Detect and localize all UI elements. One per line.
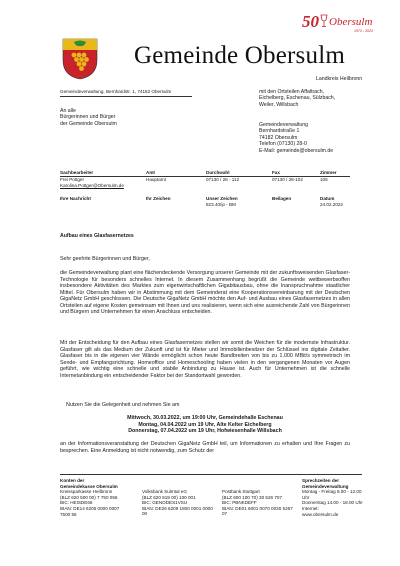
ref-header-date: Datum — [320, 196, 335, 201]
footer-line: (BLZ 600 100 70) 30 526 707 — [222, 494, 283, 500]
office-line: Telefon (07130) 28-0 — [259, 141, 307, 148]
contact-email[interactable]: Karolina.Pottger@Obersulm.de — [60, 183, 124, 188]
footer-bank-2 — [142, 489, 214, 517]
towns-line: Weiler, Willsbach — [259, 101, 299, 108]
contact-room: 105 — [320, 177, 328, 182]
footer-line: BIC: HEISDE66 — [60, 500, 93, 506]
footer-line: IBAN: DE26 6209 1800 0001 0000 00 — [142, 505, 213, 517]
footer-line: Sprechzeiten der — [302, 478, 340, 483]
paragraph-invite: Nutzen Sie die Gelegenheit und nehmen Sie am — [66, 402, 180, 408]
contact-fax: 07130 / 28-102 — [272, 177, 303, 182]
footer-bank-1 — [60, 478, 130, 517]
contact-phone: 07130 / 28 - 112 — [206, 177, 240, 182]
contact-header-clerk: Sachbearbeiter — [60, 170, 94, 175]
footer-line: Postbank Stuttgart — [222, 489, 260, 494]
towns-block — [259, 89, 335, 108]
page-subtitle: Landkreis Heilbronn — [316, 76, 363, 82]
contact-clerk: Frei Pottger — [60, 177, 84, 182]
footer-line: Donnerstag 14.00 - 18.00 Uhr — [302, 500, 363, 506]
footer-line: Internet: — [302, 505, 319, 511]
ref-our-ref: 823.40/ip - BM — [206, 202, 236, 207]
event-item: Mittwoch, 30.03.2022, um 19:00 Uhr, Gemeindehalle Eschenau — [127, 415, 283, 421]
footer-line: (BLZ 620 500 00) 7 750 056 — [60, 494, 118, 500]
footer-line: Konten der — [60, 478, 85, 483]
jubilee-logo — [302, 12, 382, 36]
jubilee-text: Obersulm — [329, 16, 373, 28]
recipient-block — [60, 108, 117, 127]
ref-header-our-ref: Unser Zeichen — [206, 196, 238, 201]
coat-of-arms-icon — [62, 38, 98, 80]
ref-date: 24.02.2022 — [320, 202, 343, 207]
contact-header-phone: Durchwahl — [206, 170, 230, 175]
event-item: Donnerstag, 07.04.2022 um 19 Uhr, Hofwiesenhalle Willsbach — [128, 428, 282, 435]
footer-line: (BLZ 620 919 00) 100 001 — [142, 494, 196, 500]
ref-header-your-message: Ihre Nachricht — [60, 196, 91, 201]
letter-subject: Aufbau eines Glasfasernetzes — [60, 233, 134, 239]
footer-bank-3 — [222, 489, 294, 517]
paragraph-intro: die Gemeindeverwaltung plant eine flächendeckende Versorgung unserer Gemeinde mit der zukunftsweisenden Glasfaser-Technologie für besonders schnelles Internet. In diesem Zusammenhang begrüßt die Gemeinde wettbewerbsoffen insbesondere Aktivitäten des Marktes zum eigenwirtschaftlichen Gigabitausbau, ohne die Inanspruchnahme staatlicher Mittel. Für Obersulm haben wir in Abstimmung mit dem Gemeinderat eine Kooperationsvereinbarung mit der Deutschen GigaNetz GmbH geschlossen. Die Deutsche GigaNetz GmbH möchte den Auf- und Ausbau eines Glasfasernetzes in allen Ortsteilen auf eigene Kosten gemeinsam mit Ihnen und uns realisieren, wenn sich eine ausreichende Zahl von Bürgerinnen und Bürgern und Unternehmen für einen Anschluss entscheiden. — [60, 270, 350, 316]
contact-office: Hauptamt — [146, 177, 166, 182]
footer-line: IBAN: DE01 6001 0070 0030 5267 07 — [222, 505, 293, 517]
footer-line: IBAN: DE14 6205 0000 0007 7500 56 — [60, 505, 120, 517]
office-line: Bernhardstraße 1 — [259, 128, 300, 135]
footer-link[interactable]: www.obersulm.de — [302, 511, 339, 517]
contact-header-room: Zimmer — [320, 170, 337, 175]
recipient-line: Bürgerinnen und Bürger — [60, 114, 116, 121]
footer-line: Gemeindekasse Obersulm — [60, 483, 118, 489]
page-title: Gemeinde Obersulm — [134, 42, 345, 69]
towns-line: Eichelberg, Eschenau, Sülzbach, — [259, 95, 336, 102]
contact-divider — [60, 176, 350, 177]
salutation: Sehr geehrte Bürgerinnen und Bürger, — [60, 256, 150, 262]
office-line: E-Mail: gemeinde@obersulm.de — [259, 147, 334, 154]
footer-line: BIC: GENODES1VSU — [142, 500, 188, 506]
ref-header-enclosures: Beilagen — [272, 196, 292, 201]
office-block — [259, 122, 333, 154]
office-line: Gemeindeverwaltung — [259, 122, 309, 128]
footer-office-hours — [302, 478, 368, 517]
jubilee-number: 50 — [302, 12, 319, 31]
footer-line: Volksbank Sulmtal eG — [142, 489, 187, 494]
footer-line: Montag - Freitag 8.00 - 12.00 Uhr — [302, 489, 362, 500]
wine-glass-icon — [319, 14, 329, 28]
recipient-line: der Gemeinde Obersulm — [60, 120, 117, 127]
closing-text: an der Informationsveranstaltung der Deutschen GigaNetz GmbH teil, um Informationen zu erhalten und Ihre Fragen zu besprechen. Eine Anmeldung ist nicht notwendig, zum Schutz der — [60, 441, 350, 454]
recipient-line: An alle — [60, 108, 76, 114]
contact-header-fax: Fax — [272, 170, 280, 175]
contact-header-office: Amt — [146, 170, 155, 175]
office-line: 74182 Obersulm — [259, 134, 298, 141]
sender-divider — [60, 96, 192, 97]
footer-divider — [60, 474, 362, 475]
footer-line: BIC: PBNKDEFF — [222, 500, 257, 506]
footer-line: Gemeindeverwaltung — [302, 483, 349, 489]
jubilee-years: 1972 - 2022 — [354, 29, 374, 33]
towns-line: mit den Ortsteilen Affaltrach, — [259, 89, 325, 95]
sender-line: Gemeindeverwaltung, Bernhardstr. 1, 74182 Obersulm — [60, 89, 172, 94]
event-item: Montag, 04.04.2022 um 19 Uhr, Alte Kelter Eichelberg — [138, 421, 272, 428]
paragraph-benefits: Mit der Entscheidung für den Aufbau eines Glasfasernetzes stellen wir somit die Weichen für die modernste Infrastruktur. Glasfaser gilt als das Medium der Zukunft und ist für Mieter und Immobilienbesitzer der Schlüssel ins digitale Zeitalter. Glasfaser bis in die eigenen vier Wände ermöglicht schon heute Bandbreiten von bis zu 1.000 MBit/s symmetrisch im Sende- und Empfangsrichtung. Homeoffice und Homeschooling haben vielen in den vergangenen Monaten vor Augen geführt, wie wichtig eine schnelle und stabile Anbindung zu Hause ist. Auch für Unternehmen ist die schnelle Internetanbindung ein entscheidender Faktor bei der Standortwahl geworden. — [60, 340, 350, 379]
ref-header-your-ref: Ihr Zeichen — [146, 196, 171, 201]
footer-line: Kreissparkasse Heilbronn — [60, 489, 113, 495]
events-list — [60, 415, 350, 435]
